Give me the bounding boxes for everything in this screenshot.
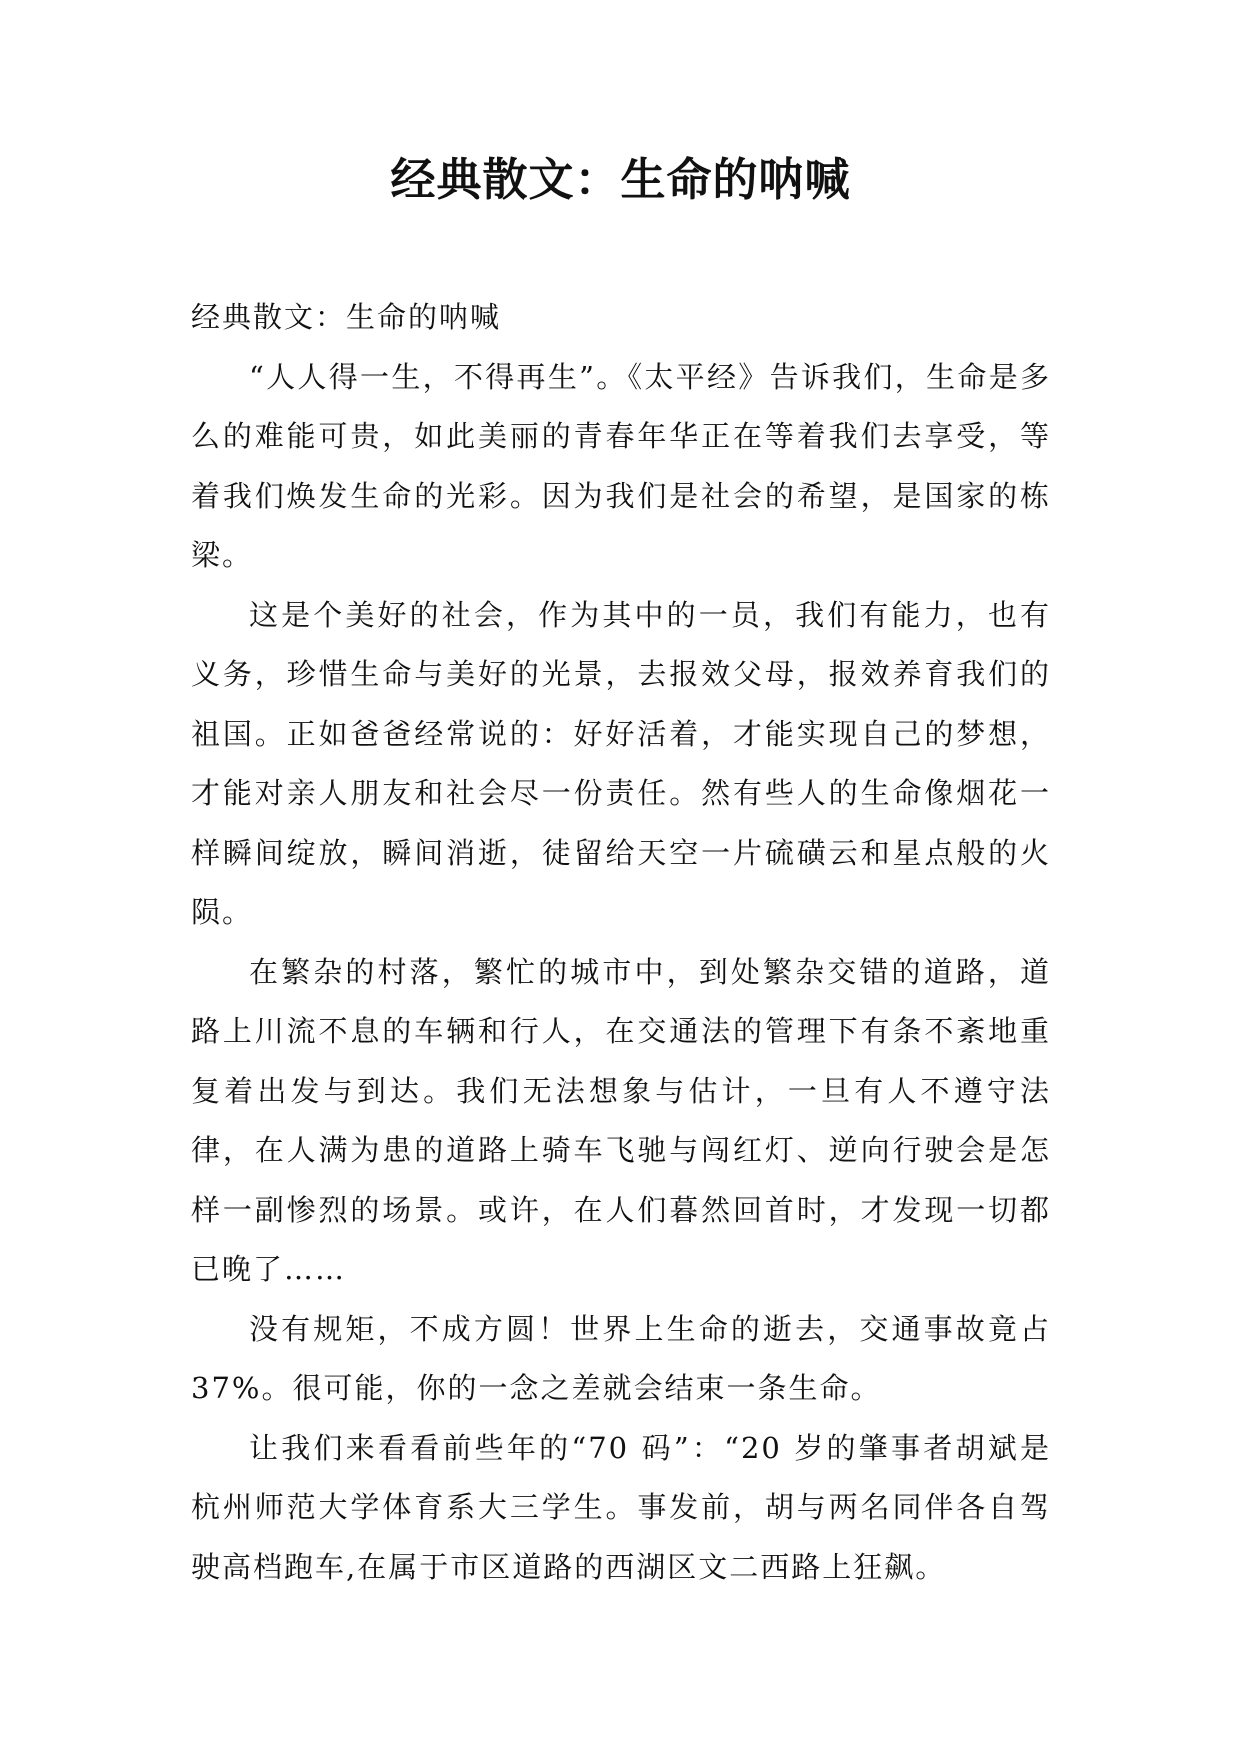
subtitle-line: 经典散文：生命的呐喊 xyxy=(191,300,502,334)
paragraph: 在繁杂的村落，繁忙的城市中，到处繁杂交错的道路，道路上川流不息的车辆和行人，在交通法的管理下有条不紊地重复着出发与到达。我们无法想象与估计，一旦有人不遵守法律，在人满为患的道路上骑车飞驰与闯红灯、逆向行驶会是怎样一副惨烈的场景。或许，在人们暮然回首时，才发现一切都已晚了…… xyxy=(191,954,1051,1286)
paragraph: 这是个美好的社会，作为其中的一员，我们有能力，也有义务，珍惜生命与美好的光景，去报效父母，报效养育我们的祖国。正如爸爸经常说的：好好活着，才能实现自己的梦想，才能对亲人朋友和社会尽一份责任。然有些人的生命像烟花一样瞬间绽放，瞬间消逝，徒留给天空一片硫磺云和星点般的火陨。 xyxy=(191,597,1051,929)
paragraph: “人人得一生，不得再生”。《太平经》告诉我们，生命是多么的难能可贵，如此美丽的青春年华正在等着我们去享受，等着我们焕发生命的光彩。因为我们是社会的希望，是国家的栋梁。 xyxy=(191,359,1051,572)
document-title: 经典散文：生命的呐喊 xyxy=(390,153,851,206)
paragraph: 让我们来看看前些年的“70 码”：“20 岁的肇事者胡斌是杭州师范大学体育系大三学生。事发前，胡与两名同伴各自驾驶高档跑车,在属于市区道路的西湖区文二西路上狂飙。 xyxy=(191,1430,1051,1584)
document-body xyxy=(191,288,1051,1597)
paragraph: 没有规矩，不成方圆！世界上生命的逝去，交通事故竟占 37%。很可能，你的一念之差就会结束一条生命。 xyxy=(191,1311,1051,1405)
